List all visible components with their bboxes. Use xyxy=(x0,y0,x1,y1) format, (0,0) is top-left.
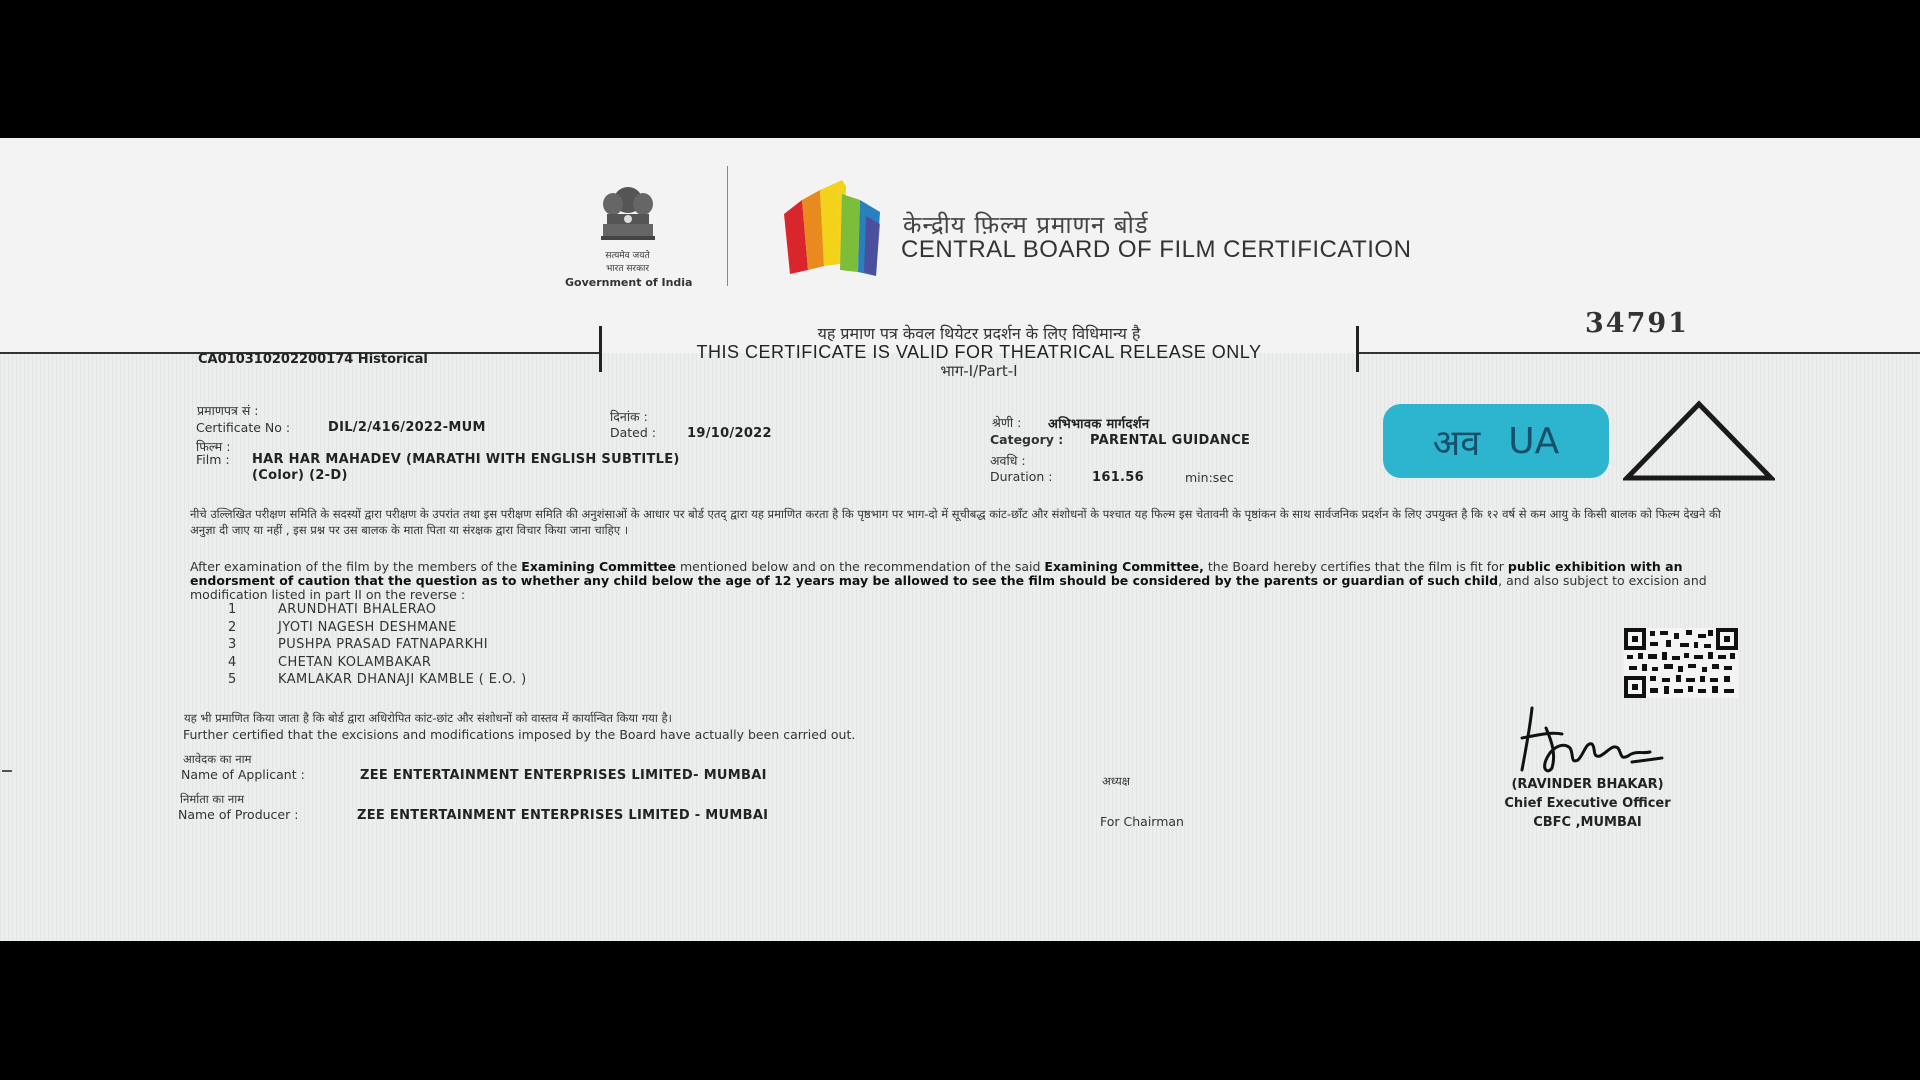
signature-icon xyxy=(1512,698,1672,778)
member-number: 3 xyxy=(228,637,237,652)
emblem-motto: सत्यमेव जयते xyxy=(605,251,650,261)
member-name: JYOTI NAGESH DESHMANE xyxy=(278,619,457,635)
government-of-india-label: Government of India xyxy=(565,276,693,289)
member-number: 4 xyxy=(228,654,237,670)
duration-unit: min:sec xyxy=(1185,470,1234,485)
serial-number: 34791 xyxy=(1585,308,1689,339)
statement-committee-2: Examining Committee, xyxy=(1044,559,1204,574)
qr-code-icon xyxy=(1624,628,1738,698)
validity-notice xyxy=(600,324,1358,381)
board-name-english: CENTRAL BOARD OF FILM CERTIFICATION xyxy=(901,236,1412,263)
cbfc-logo xyxy=(780,174,884,286)
list-item xyxy=(228,620,527,638)
category-value: PARENTAL GUIDANCE xyxy=(1090,433,1251,448)
validity-part: भाग-I/Part-I xyxy=(940,362,1018,380)
rating-hindi: अव xyxy=(1432,422,1481,464)
statement-committee-1: Examining Committee xyxy=(521,559,677,574)
header-rule-right xyxy=(1358,352,1920,354)
statement-part-1: After examination of the film by the members of the xyxy=(190,559,518,574)
government-emblem xyxy=(565,180,693,289)
committee-members xyxy=(228,602,527,690)
list-item xyxy=(228,602,527,620)
member-number: 2 xyxy=(228,619,237,635)
certificate-code: CA010310202200174 Historical xyxy=(198,352,428,367)
film-label-hindi: फिल्म : xyxy=(196,439,231,454)
member-name: ARUNDHATI BHALERAO xyxy=(278,602,437,617)
date-value: 19/10/2022 xyxy=(687,426,772,441)
duration-label: Duration : xyxy=(990,469,1053,484)
film-title: HAR HAR MAHADEV (MARATHI WITH ENGLISH SUBTITLE) xyxy=(252,452,680,467)
edge-mark xyxy=(2,770,12,772)
applicant-label: Name of Applicant : xyxy=(181,767,305,782)
duration-value: 161.56 xyxy=(1092,470,1144,485)
signatory-title: Chief Executive Officer xyxy=(1504,796,1671,811)
member-name: PUSHPA PRASAD FATNAPARKHI xyxy=(278,637,488,652)
member-name: CHETAN KOLAMBAKAR xyxy=(278,654,432,670)
cert-no-value: DIL/2/416/2022-MUM xyxy=(328,420,486,435)
film-strip-logo-icon xyxy=(780,174,884,282)
applicant-label-hindi: आवेदक का नाम xyxy=(183,752,252,766)
government-of-india-hindi: भारत सरकार xyxy=(605,264,650,274)
cert-no-label: Certificate No : xyxy=(196,420,291,435)
member-number: 1 xyxy=(228,602,237,617)
header-divider xyxy=(727,166,728,286)
date-label: Dated : xyxy=(610,425,656,440)
list-item xyxy=(228,672,527,690)
validity-english: THIS CERTIFICATE IS VALID FOR THEATRICAL RELEASE ONLY xyxy=(696,342,1262,362)
signatory-name: (RAVINDER BHAKAR) xyxy=(1511,777,1664,792)
statement-part-4: , and also subject to excision and modification listed in part II on the reverse : xyxy=(190,573,1707,602)
category-label: Category : xyxy=(990,432,1064,447)
statement-part-3: the Board hereby certifies that the film is fit for xyxy=(1207,559,1504,574)
duration-label-hindi: अवधि : xyxy=(990,453,1026,468)
category-label-hindi: श्रेणी : xyxy=(992,415,1022,430)
cert-no-label-hindi: प्रमाणपत्र सं : xyxy=(197,403,259,418)
further-english: Further certified that the excisions and modifications imposed by the Board have actually been carried out. xyxy=(183,727,856,742)
member-name: KAMLAKAR DHANAJI KAMBLE ( E.O. ) xyxy=(278,672,527,687)
rating-badge xyxy=(1383,404,1609,478)
signatory-block xyxy=(1495,775,1680,832)
triangle-icon xyxy=(1623,400,1775,484)
further-hindi: यह भी प्रमाणित किया जाता है कि बोर्ड द्वारा अधिरोपित कांट-छांट और संशोधनों को वास्तव में कार्यान्वित किया गया है। xyxy=(184,711,672,725)
lion-capital-icon xyxy=(593,180,663,246)
date-label-hindi: दिनांक : xyxy=(610,409,648,424)
english-statement xyxy=(190,560,1725,602)
producer-label: Name of Producer : xyxy=(178,807,299,822)
applicant-value: ZEE ENTERTAINMENT ENTERPRISES LIMITED- MUMBAI xyxy=(360,768,767,783)
hindi-statement: नीचे उल्लिखित परीक्षण समिति के सदस्यों द्वारा परीक्षण के उपरांत तथा इस परीक्षण समिति की अनुशंसाओं के आधार पर बोर्ड एतद् द्वारा यह प्रमाणित करता है कि पृष्ठभाग पर भाग-दो में सूचीबद्ध कांट-छाँट और संशोधनों के पश्चात यह फिल्म इस चेतावनी के पृष्ठांकन के साथ सार्वजनिक प्रदर्शन के लिए उपयुक्त है कि १२ वर्ष से कम आयु के किसी बालक को फिल्म देखने की अनुज्ञा दी जाए या नहीं , इस प्रश्न पर उस बालक के माता पिता या संरक्षक द्वारा विचार किया जाना चाहिए । xyxy=(190,507,1721,537)
film-label: Film : xyxy=(196,452,230,467)
rating-english: UA xyxy=(1508,420,1560,462)
statement-part-2: mentioned below and on the recommendation of the said xyxy=(680,559,1041,574)
producer-value: ZEE ENTERTAINMENT ENTERPRISES LIMITED - MUMBAI xyxy=(357,808,769,823)
chairman-english: For Chairman xyxy=(1100,814,1184,829)
statement-caution: public exhibition with an endorsment of caution that the question as to whether any child below the age of 12 years may be allowed to see the film should be considered by the parents or guardian of such child xyxy=(190,559,1683,588)
category-hindi: अभिभावक मार्गदर्शन xyxy=(1048,417,1150,432)
board-name-hindi: केन्द्रीय फ़िल्म प्रमाणन बोर्ड xyxy=(903,211,1149,239)
producer-label-hindi: निर्माता का नाम xyxy=(180,792,245,806)
certificate-document xyxy=(0,138,1920,941)
film-format: (Color) (2-D) xyxy=(252,468,348,483)
list-item xyxy=(228,655,527,673)
chairman-hindi: अध्यक्ष xyxy=(1102,774,1131,788)
list-item xyxy=(228,637,527,655)
member-number: 5 xyxy=(228,672,237,687)
signatory-office: CBFC ,MUMBAI xyxy=(1533,815,1642,830)
validity-hindi: यह प्रमाण पत्र केवल थियेटर प्रदर्शन के लिए विधिमान्य है xyxy=(817,324,1141,343)
